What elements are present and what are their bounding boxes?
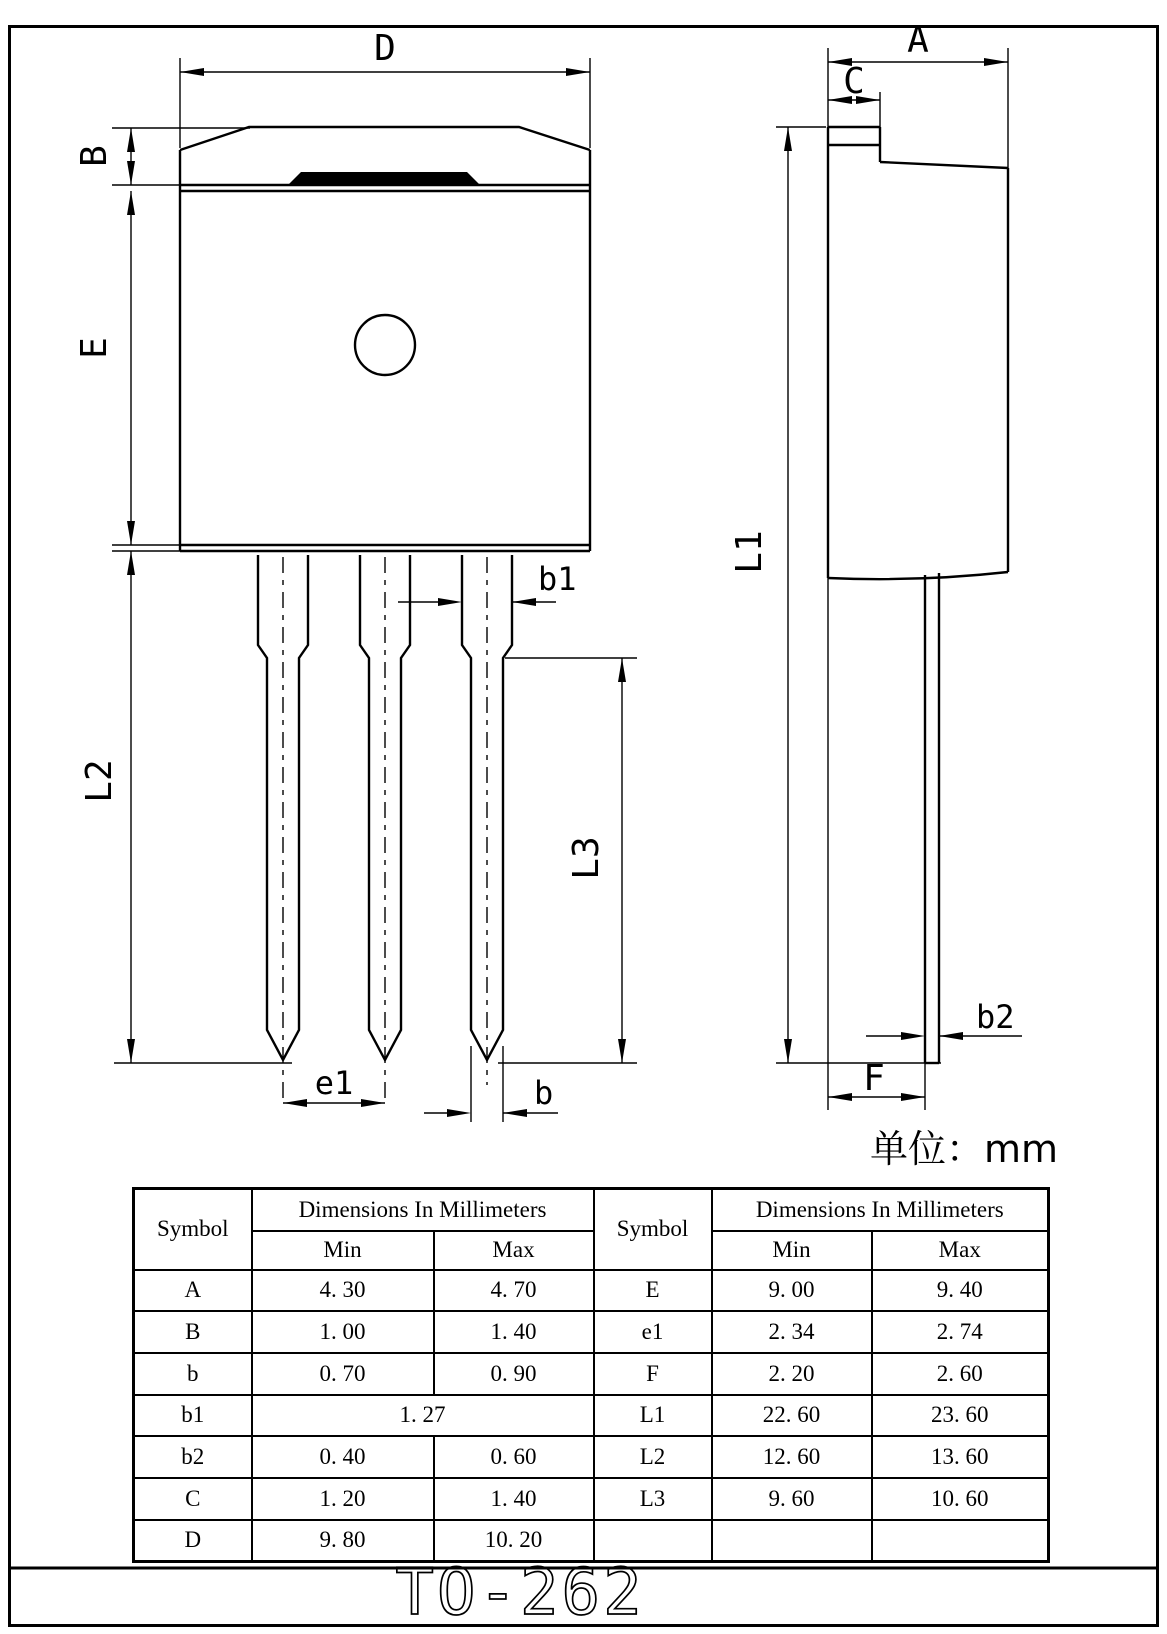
symbol-cell: C [134, 1478, 252, 1520]
side-view [776, 48, 1008, 1110]
table-row [134, 1478, 1049, 1520]
max-cell: 10. 20 [434, 1520, 594, 1562]
symbol-cell: b1 [134, 1395, 252, 1437]
min-cell: 9. 00 [712, 1270, 872, 1312]
dim-label-F: F [863, 1058, 885, 1099]
dim-label-b: b [534, 1074, 554, 1112]
symbol-cell: e1 [594, 1311, 712, 1353]
table-row [134, 1270, 1049, 1312]
symbol-cell: L2 [594, 1436, 712, 1478]
dimensions-table [132, 1187, 1050, 1563]
table-row [134, 1395, 1049, 1437]
dim-label-b1: b1 [538, 560, 577, 598]
max-cell: 0. 90 [434, 1353, 594, 1395]
dim-label-E: E [74, 337, 115, 359]
dim-label-L3: L3 [566, 836, 607, 880]
max-cell [872, 1520, 1049, 1562]
min-cell: 4. 30 [252, 1270, 434, 1312]
max-cell: 10. 60 [872, 1478, 1049, 1520]
min-cell [712, 1520, 872, 1562]
symbol-header: Symbol [134, 1189, 252, 1270]
unit-note: 单位：mm [870, 1127, 1059, 1171]
dim-label-b2: b2 [976, 998, 1015, 1036]
dim-label-A: A [907, 20, 929, 61]
table-row [134, 1436, 1049, 1478]
max-cell: 4. 70 [434, 1270, 594, 1312]
min-cell: 0. 70 [252, 1353, 434, 1395]
symbol-cell: F [594, 1353, 712, 1395]
dim-label-C: C [843, 61, 865, 102]
symbol-cell: E [594, 1270, 712, 1312]
symbol-cell: L3 [594, 1478, 712, 1520]
table-header-row [134, 1189, 1049, 1231]
symbol-cell: b2 [134, 1436, 252, 1478]
min-cell: 0. 40 [252, 1436, 434, 1478]
page-title: TO-262 [395, 1556, 645, 1630]
symbol-cell: b [134, 1353, 252, 1395]
min-cell: 2. 34 [712, 1311, 872, 1353]
max-cell: 2. 74 [872, 1311, 1049, 1353]
symbol-cell: D [134, 1520, 252, 1562]
min-header: Min [252, 1231, 434, 1270]
title-block [9, 1556, 1158, 1630]
span-cell: 1. 27 [252, 1395, 594, 1437]
min-cell: 1. 00 [252, 1311, 434, 1353]
min-cell: 9. 80 [252, 1520, 434, 1562]
dim-label-B: B [74, 145, 115, 167]
side-body-bottom [828, 572, 1008, 579]
symbol-cell: B [134, 1311, 252, 1353]
min-cell: 1. 20 [252, 1478, 434, 1520]
dim-label-L1: L1 [729, 530, 770, 574]
max-cell: 1. 40 [434, 1478, 594, 1520]
max-cell: 23. 60 [872, 1395, 1049, 1437]
max-cell: 2. 60 [872, 1353, 1049, 1395]
symbol-cell [594, 1520, 712, 1562]
max-cell: 9. 40 [872, 1270, 1049, 1312]
dims-header: Dimensions In Millimeters [252, 1189, 594, 1231]
min-header: Min [712, 1231, 872, 1270]
max-cell: 13. 60 [872, 1436, 1049, 1478]
symbol-header: Symbol [594, 1189, 712, 1270]
tab-top-outline [180, 127, 590, 150]
min-cell: 9. 60 [712, 1478, 872, 1520]
symbol-cell: L1 [594, 1395, 712, 1437]
tab-mark [288, 172, 480, 185]
table-subheader-row [134, 1231, 1049, 1270]
table-row [134, 1520, 1049, 1562]
min-cell: 22. 60 [712, 1395, 872, 1437]
min-cell: 2. 20 [712, 1353, 872, 1395]
max-header: Max [872, 1231, 1049, 1270]
max-cell: 0. 60 [434, 1436, 594, 1478]
side-view-dimensions [729, 20, 1022, 1101]
dim-label-D: D [374, 28, 396, 69]
symbol-cell: A [134, 1270, 252, 1312]
dims-header: Dimensions In Millimeters [712, 1189, 1049, 1231]
table-row [134, 1311, 1049, 1353]
dim-label-L2: L2 [79, 759, 120, 803]
side-body-top [880, 162, 1008, 168]
max-header: Max [434, 1231, 594, 1270]
table-row [134, 1353, 1049, 1395]
max-cell: 1. 40 [434, 1311, 594, 1353]
dim-label-e1: e1 [314, 1064, 354, 1102]
min-cell: 12. 60 [712, 1436, 872, 1478]
mounting-hole [355, 315, 415, 375]
front-view [112, 127, 637, 1122]
